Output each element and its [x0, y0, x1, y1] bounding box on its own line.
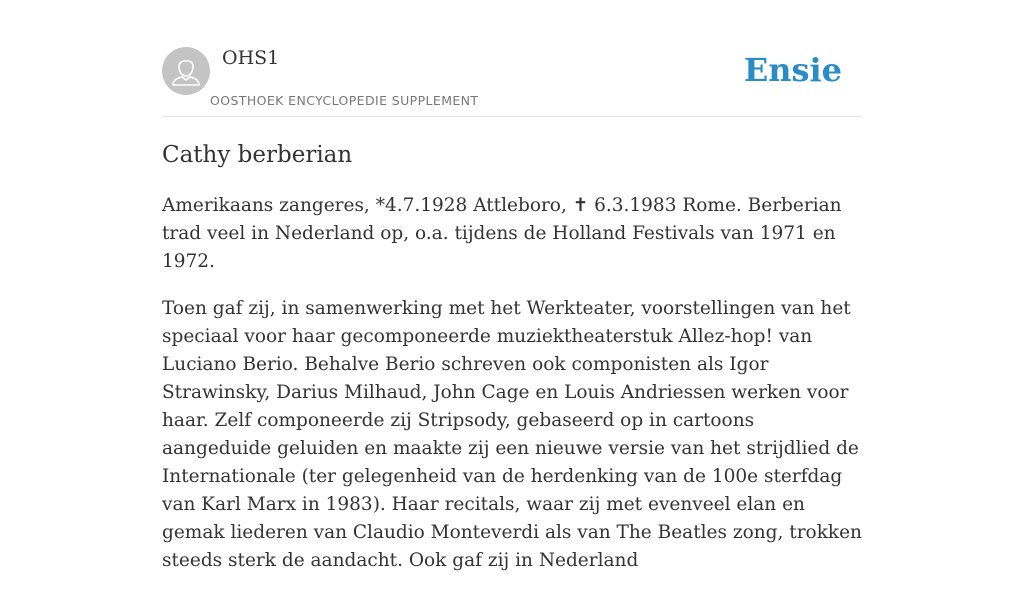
entry-header: [162, 0, 862, 117]
article-paragraph: Toen gaf zij, in samenwerking met het Werkteater, voorstellingen van het speciaal voor haar gecomponeerde muziektheaterstuk Allez-hop! van Luciano Berio. Behalve Berio schreven ook componisten als Igor Strawinsky, Darius Milhaud, John Cage en Louis Andriessen werken voor haar. Zelf componeerde zij Stripsody, gebaseerd op in cartoons aangeduide geluiden en maakte zij een nieuwe versie van het strijdlied de Internationale (ter gelegenheid van de herdenking van de 100e sterfdag van Karl Marx in 1983). Haar recitals, waar zij met evenveel elan en gemak liederen van Claudio Monteverdi als van The Beatles zong, trokken steeds sterk de aandacht. Ook gaf zij in Nederland: [162, 298, 862, 571]
page-title: Cathy berberian: [162, 142, 353, 168]
brand-logo[interactable]: Ensie: [743, 51, 842, 89]
user-icon: [162, 47, 210, 95]
article-body: [162, 192, 862, 594]
author-name[interactable]: OHS1: [222, 47, 280, 69]
avatar[interactable]: [162, 47, 210, 95]
article-paragraph: Amerikaans zangeres, *4.7.1928 Attleboro, ✝ 6.3.1983 Rome. Berberian trad veel in Nederland op, o.a. tijdens de Holland Festivals van 1971 en 1972.: [162, 195, 842, 272]
source-name[interactable]: OOSTHOEK ENCYCLOPEDIE SUPPLEMENT: [210, 93, 479, 108]
